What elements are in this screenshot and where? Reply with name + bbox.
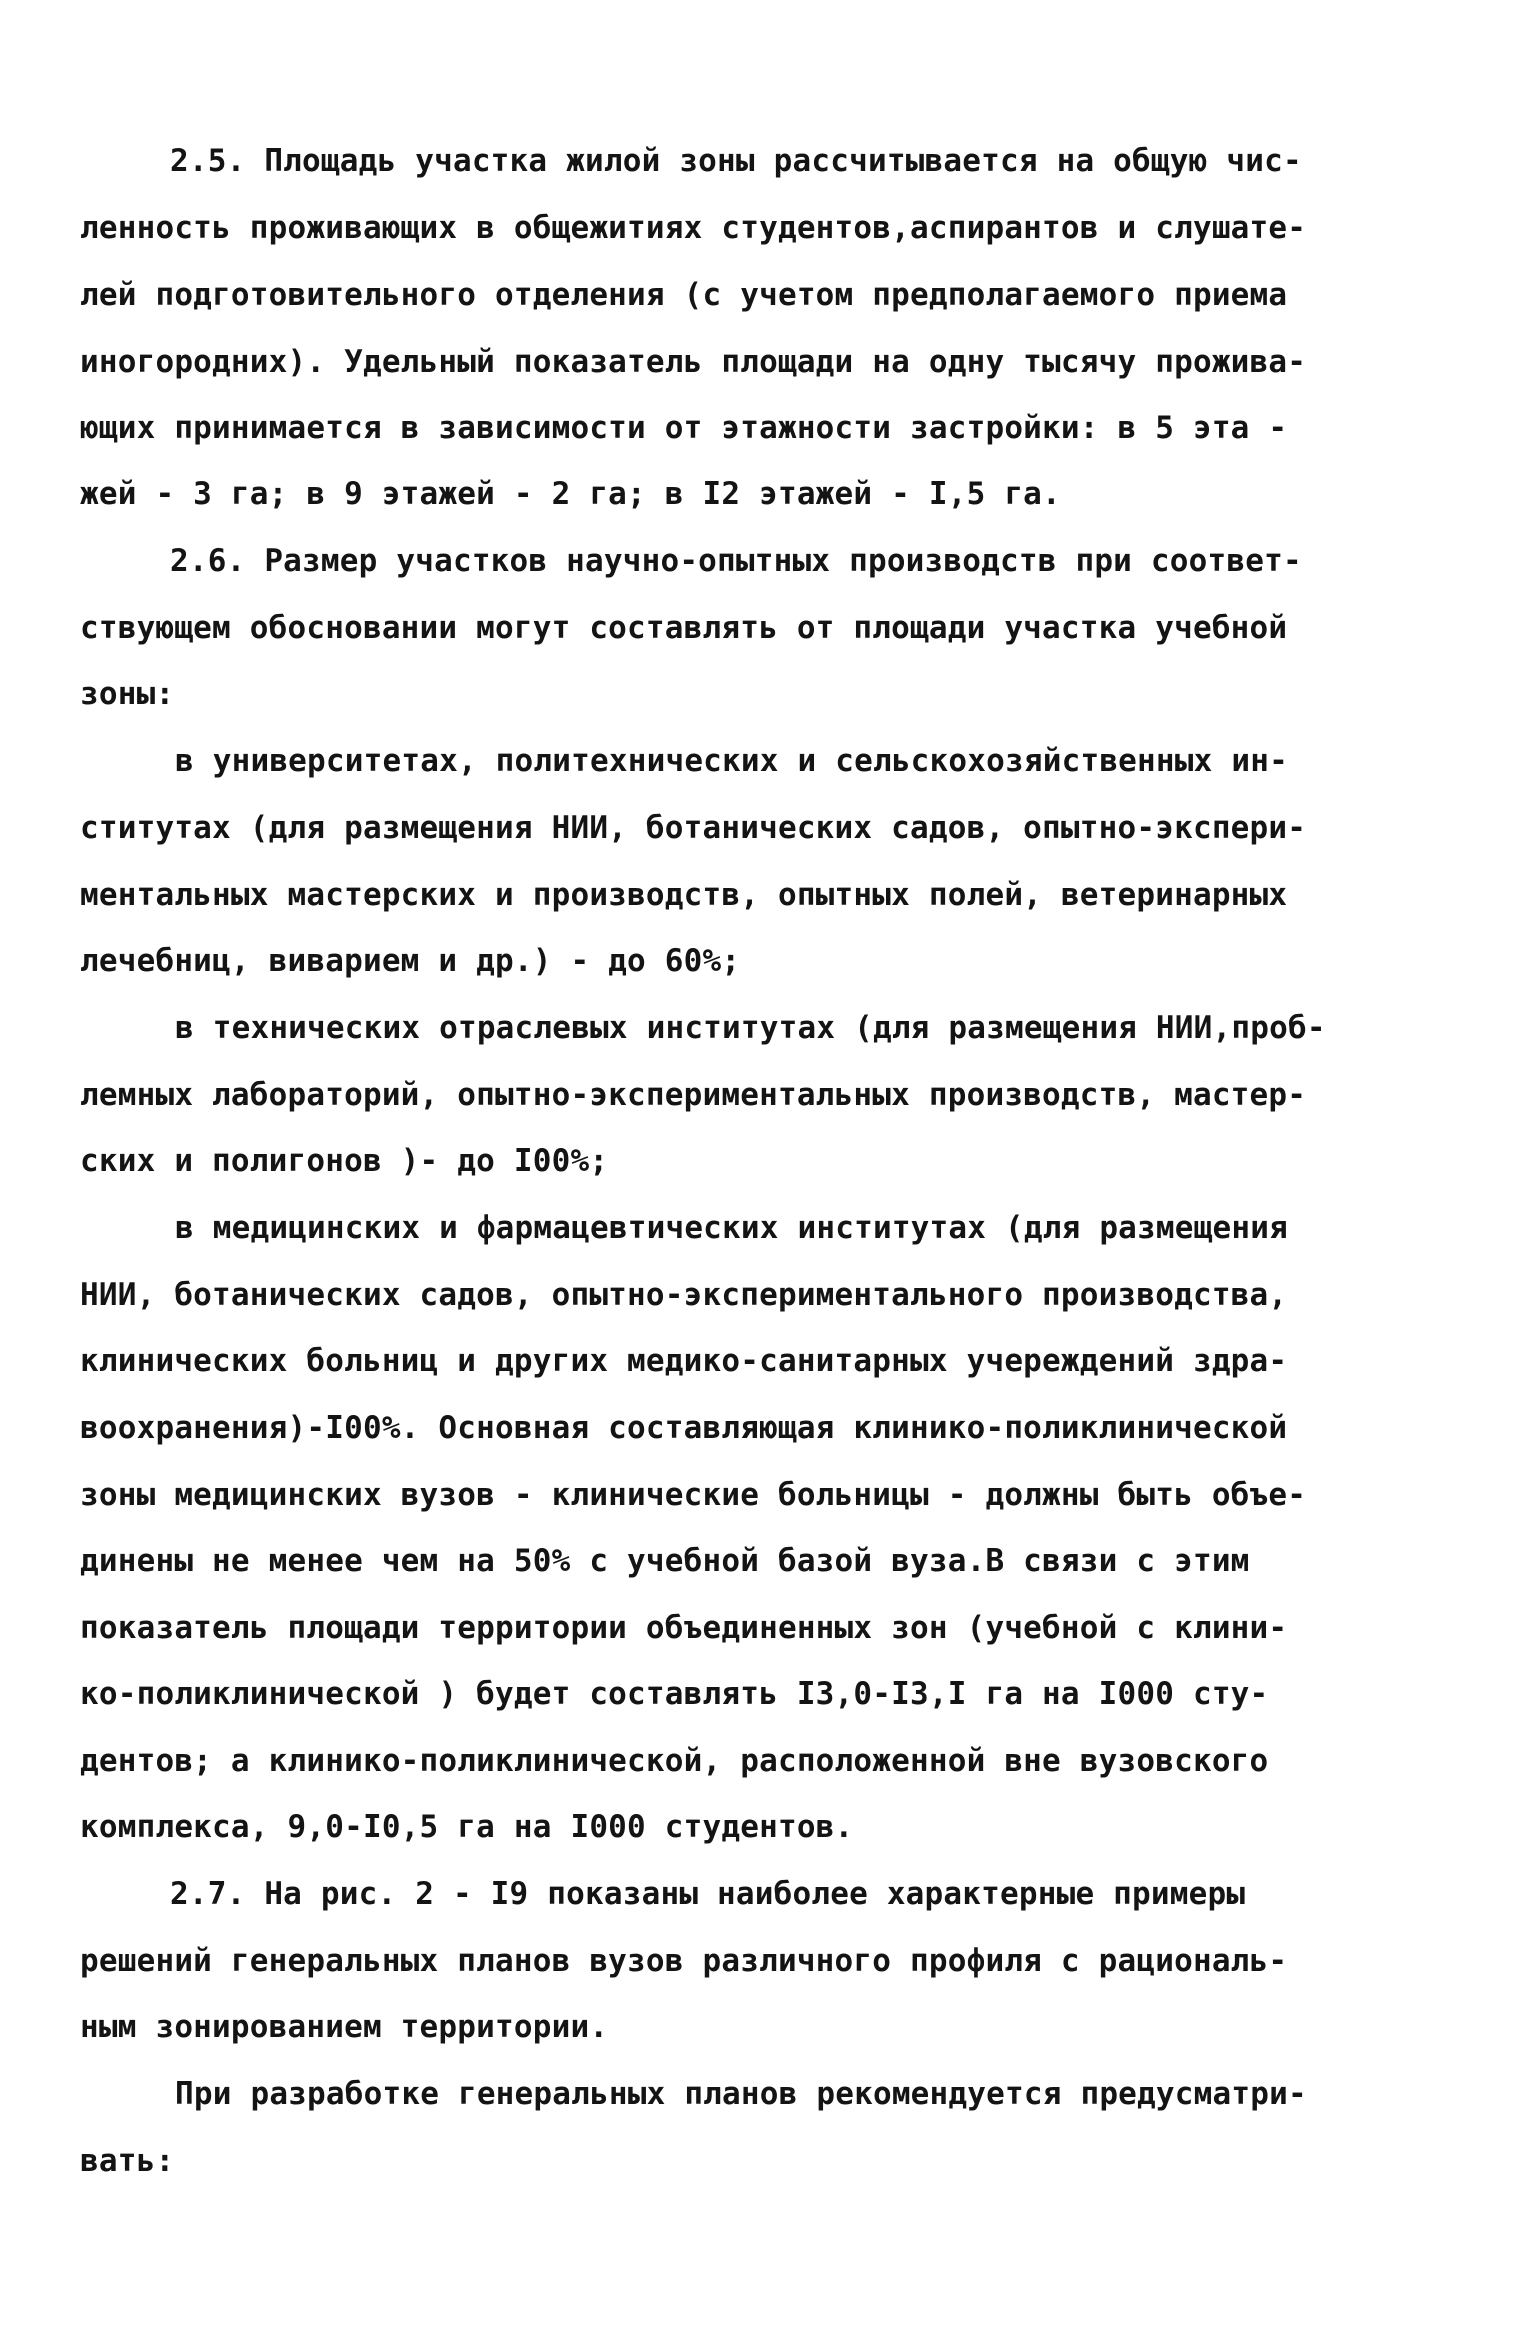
- text-line: 2.5. Площадь участка жилой зоны рассчитывается на общую чис-: [170, 143, 1302, 179]
- text-line: ленность проживающих в общежитиях студентов,аспирантов и слушате-: [80, 210, 1307, 246]
- text-line: ментальных мастерских и производств, опытных полей, ветеринарных: [80, 877, 1288, 913]
- text-line: 2.7. На рис. 2 - I9 показаны наиболее характерные примеры: [170, 1876, 1246, 1912]
- text-line: в технических отраслевых институтах (для размещения НИИ,проб-: [175, 1010, 1326, 1046]
- text-line: лей подготовительного отделения (с учетом предполагаемого приема: [80, 277, 1288, 313]
- text-line: иногородних). Удельный показатель площади на одну тысячу прожива-: [80, 344, 1307, 380]
- text-line: ющих принимается в зависимости от этажности застройки: в 5 эта -: [80, 410, 1288, 446]
- text-line: показатель площади территории объединенных зон (учебной с клини-: [80, 1610, 1288, 1646]
- text-line: решений генеральных планов вузов различного профиля с рациональ-: [80, 1943, 1288, 1979]
- text-line: ко-поликлинической ) будет составлять I3,0-I3,I га на I000 сту-: [80, 1676, 1269, 1712]
- text-line: лемных лабораторий, опытно-экспериментальных производств, мастер-: [80, 1077, 1307, 1113]
- text-line: в университетах, политехнических и сельскохозяйственных ин-: [175, 743, 1288, 779]
- text-line: воохранения)-I00%. Основная составляющая клинико-поликлинической: [80, 1410, 1288, 1446]
- text-line: клинических больниц и других медико-санитарных учереждений здра-: [80, 1343, 1288, 1379]
- text-line: зоны медицинских вузов - клинические больницы - должны быть объе-: [80, 1477, 1307, 1513]
- text-line: вать:: [80, 2143, 175, 2179]
- text-line: комплекса, 9,0-I0,5 га на I000 студентов.: [80, 1809, 854, 1845]
- text-line: 2.6. Размер участков научно-опытных производств при соответ-: [170, 543, 1302, 579]
- text-line: ских и полигонов )- до I00%;: [80, 1143, 609, 1179]
- text-line: НИИ, ботанических садов, опытно-экспериментального производства,: [80, 1277, 1288, 1313]
- text-line: При разработке генеральных планов рекомендуется предусматри-: [175, 2076, 1307, 2112]
- text-line: жей - 3 га; в 9 этажей - 2 га; в I2 этажей - I,5 га.: [80, 476, 1061, 512]
- text-line: зоны:: [80, 676, 175, 712]
- text-line: в медицинских и фармацевтических институтах (для размещения: [175, 1210, 1288, 1246]
- text-line: ствующем обосновании могут составлять от площади участка учебной: [80, 610, 1288, 646]
- text-line: лечебниц, виварием и др.) - до 60%;: [80, 943, 741, 979]
- text-line: ным зонированием территории.: [80, 2009, 609, 2045]
- text-line: динены не менее чем на 50% с учебной базой вуза.В связи с этим: [80, 1543, 1250, 1579]
- text-line: дентов; а клинико-поликлинической, расположенной вне вузовского: [80, 1743, 1269, 1779]
- text-line: ститутах (для размещения НИИ, ботанических садов, опытно-экспери-: [80, 810, 1307, 846]
